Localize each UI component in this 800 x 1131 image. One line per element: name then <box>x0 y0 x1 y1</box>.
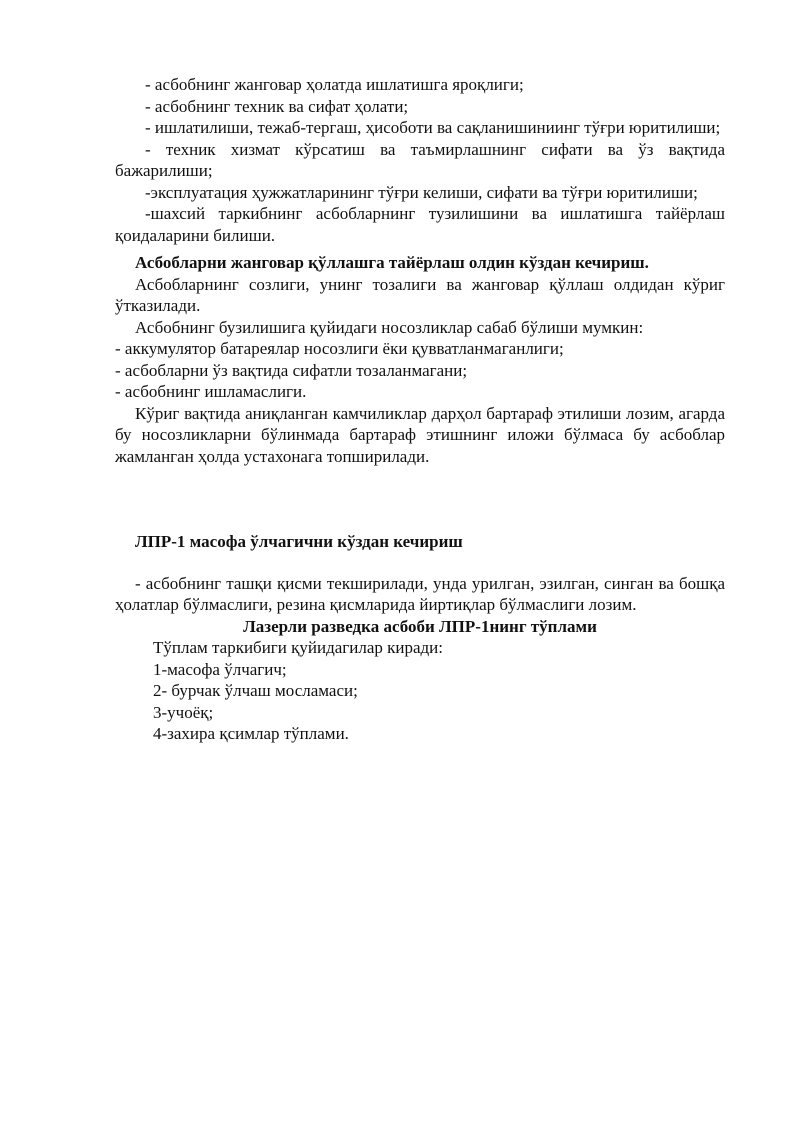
section-heading: Асбобларни жанговар қўллашга тайёрлаш олдин кўздан кечириш. <box>135 253 649 272</box>
list-item: - аккумулятор батареялар носозлиги ёки қувватланмаганлиги; <box>115 339 564 358</box>
paragraph: Тўплам таркибиги қуйидагилар киради: <box>153 638 443 657</box>
lpr1-inspection-section <box>115 531 725 616</box>
list-item: - техник хизмат кўрсатиш ва таъмирлашнинг сифати ва ўз вақтида бажарилиши; <box>115 139 725 180</box>
inspection-criteria-list <box>115 74 725 246</box>
document-page <box>115 74 725 745</box>
list-item: - асбобларни ўз вақтида сифатли тозаланмагани; <box>115 360 468 380</box>
list-item: 2- бурчак ўлчаш мосламаси; <box>153 681 358 700</box>
list-item: - асбобнинг жанговар ҳолатда ишлатишга яроқлиги; <box>145 75 524 94</box>
paragraph: Кўриг вақтида аниқланган камчиликлар дарҳол бартараф этилиши лозим, агарда бу носозликларни бўлинмада бартараф этишнинг иложи бўлмаса бу асбоблар жамланган ҳолда устахонага топширилади. <box>115 403 725 466</box>
list-item: 1-масофа ўлчагич; <box>153 659 287 679</box>
list-item: 3-учоёқ; <box>153 702 214 722</box>
list-item: - ишлатилиши, тежаб-тергаш, ҳисоботи ва сақланишиниинг тўғри юритилиши; <box>145 118 721 137</box>
paragraph: Асбобларнинг созлиги, унинг тозалиги ва жанговар қўллаш олдидан кўриг ўтказилади. <box>115 274 725 315</box>
paragraph: - асбобнинг ташқи қисми текширилади, унда урилган, эзилган, синган ва бошқа ҳолатлар бўлмаслиги, резина қисмларида йиртиқлар бўлмаслиги лозим. <box>115 573 725 614</box>
section-heading: Лазерли разведка асбоби ЛПР-1нинг тўплами <box>243 616 597 636</box>
list-item: -эксплуатация ҳужжатларининг тўғри келиши, сифати ва тўғри юритилиши; <box>145 182 698 202</box>
pre-use-inspection-section <box>115 252 725 467</box>
list-item: - асбобнинг техник ва сифат ҳолати; <box>145 96 409 116</box>
paragraph: Асбобнинг бузилишига қуйидаги носозликлар сабаб бўлиши мумкин: <box>135 317 644 337</box>
list-item: - асбобнинг ишламаслиги. <box>115 382 307 401</box>
list-item: 4-захира қсимлар тўплами. <box>153 724 349 743</box>
lpr1-kit-section <box>115 616 725 745</box>
section-heading: ЛПР-1 масофа ўлчагични кўздан кечириш <box>135 532 463 551</box>
list-item: -шахсий таркибнинг асбобларнинг тузилишини ва ишлатишга тайёрлаш қоидаларини билиши. <box>115 204 725 245</box>
